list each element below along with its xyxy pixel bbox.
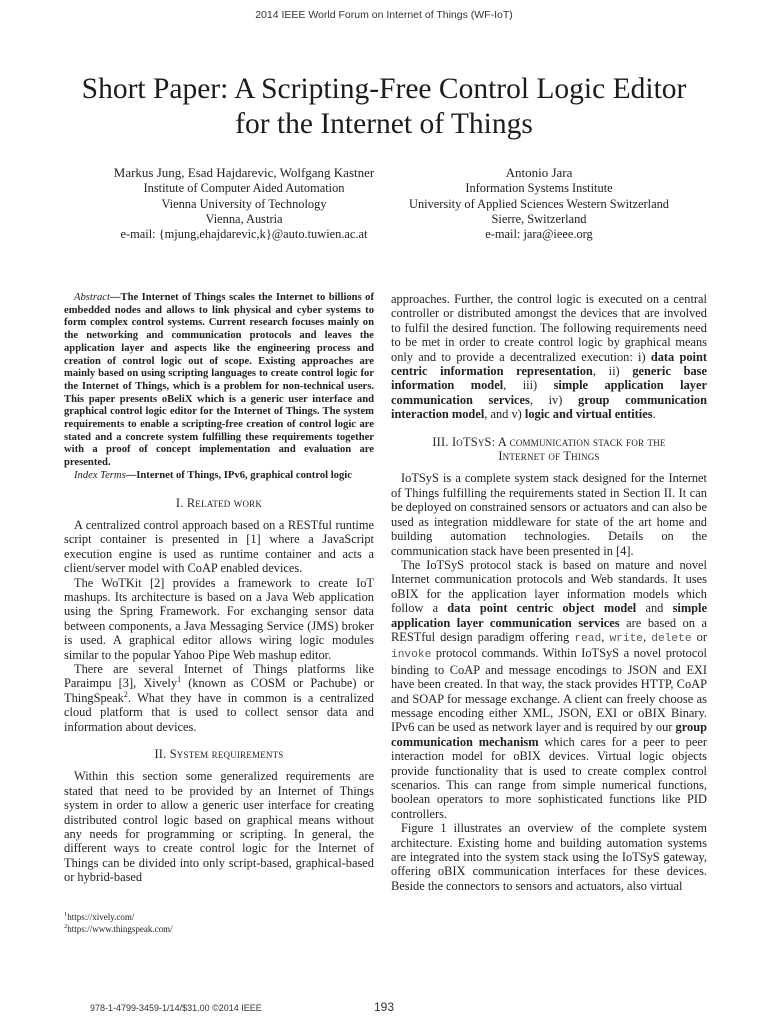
abstract-label: Abstract: [74, 292, 110, 303]
requirement: simple application layer communication services: [391, 378, 707, 407]
footnote-marker: 2: [123, 689, 128, 699]
text-span: or: [691, 629, 707, 644]
paragraph: A centralized control approach based on a RESTful runtime script container is presented in [1] where a JavaScript execution engine is used as runtime container and acts a client/server model with CoAP enabled devices.: [64, 517, 374, 576]
text-span: , ii): [592, 364, 633, 379]
code-delete: delete: [651, 632, 692, 645]
left-column: [64, 292, 374, 885]
author-location: Vienna, Austria: [205, 211, 283, 226]
text-span: and: [636, 601, 673, 616]
abstract: [64, 292, 374, 483]
text-span: ,: [601, 629, 610, 644]
author-block-2: [395, 165, 683, 242]
paragraph: [391, 558, 707, 821]
isbn-footer: 978-1-4799-3459-1/14/$31.00 ©2014 IEEE: [90, 1003, 262, 1013]
author-block-1: [70, 165, 418, 242]
section-heading: [64, 747, 374, 761]
author-names: Antonio Jara: [505, 165, 573, 180]
conference-header: 2014 IEEE World Forum on Internet of Things (WF-IoT): [255, 9, 513, 21]
text-span: There are several Internet of Things platforms like Paraimpu [3], Xively: [64, 662, 374, 691]
abstract-text: —The Internet of Things scales the Internet to billions of embedded nodes and allows to link physical and cyber systems to form complex control systems. Current research focuses mainly on the networking and communication protocols and leaves the application layer and aspects like the engineering process and creation of control logic out of scope. Existing approaches are mainly based on using scripting languages to create control logic for the Internet of Things, which is a problem for non-technical users. This paper presents oBeliX which is a generic user interface and graphical control logic editor for the Internet of Things. The system requirements to enable a scripting-free creation of control logic are stated and a concrete system fulfilling these requirements together with a proof of concept implementation and evaluation are presented.: [64, 292, 374, 469]
footnote-link[interactable]: https://www.thingspeak.com/: [67, 923, 173, 934]
section-number: II.: [154, 747, 170, 762]
footnote: [64, 924, 374, 936]
index-terms-text: —Internet of Things, IPv6, graphical control logic: [125, 469, 352, 481]
author-affiliation: Information Systems Institute: [465, 181, 613, 196]
footnote-link[interactable]: https://xively.com/: [67, 912, 135, 922]
index-terms-label: Index Terms: [74, 469, 126, 481]
paper-title: [0, 72, 768, 142]
paragraph: Within this section some generalized requirements are stated that need to be provided by an Internet of Things system in order to allow a generic user interface for creating distributed control logic based on graphical means without any needs for programming or scripting. In general, the different ways to create control logic for the Internet of Things can be divided into only script-based, graphical-based or hybrid-based: [64, 769, 374, 885]
author-email: e-mail: jara@ieee.org: [485, 227, 593, 242]
code-read: read: [574, 632, 602, 645]
section-title: System requirements: [169, 747, 284, 762]
author-email: e-mail: {mjung,ehajdarevic,k}@auto.tuwien.ac.at: [120, 227, 368, 242]
paragraph: IoTSyS is a complete system stack designed for the Internet of Things fulfilling the requirements stated in Section II. It can be deployed on constrained sensors or actuators and can also be used as integration middleware for state of the art home and building automation technologies. Details on the communication stack have been presented in [4].: [391, 471, 707, 558]
right-column: [391, 292, 707, 893]
text-span: ,: [643, 629, 652, 644]
section-title: Related work: [186, 495, 263, 510]
section-title: IoTSyS: A communication stack for the: [451, 434, 666, 449]
paragraph: The WoTKit [2] provides a framework to create IoT mashups. Its architecture is based on a Java Web application using the Spring Framework. For exchanging sensor data between components, a Java Messaging Service (JMS) broker is used. A graphical editor allows wiring logic modules similar to the popular Yahoo Pipe Web mashup editor.: [64, 575, 374, 662]
text-span: protocol commands. Within IoTSyS a novel protocol binding to CoAP and message encodings to JSON and EXI have been created. In that way, the stack provides HTTP, CoAP and SOAP for message exchange. A client can freely choose as message encoding either XML, JSON, EXI or oBIX Binary. IPv6 can be used as network layer and is required by our: [391, 646, 707, 735]
paragraph: [391, 292, 707, 422]
title-line-2: for the Internet of Things: [235, 108, 533, 140]
requirement: group communication interaction model: [391, 392, 708, 422]
text-span: (known as COSM or Pachube) or ThingSpeak: [64, 676, 374, 705]
text-span: approaches. Further, the control logic is executed on a central controller or distributed amongst the devices that are involved to fulfil the desired function. The following requirements need to be met in order to create control logic by graphical means only and to provide a decentralized execution: i): [391, 292, 707, 364]
author-names: Markus Jung, Esad Hajdarevic, Wolfgang Kastner: [113, 165, 375, 180]
page-number: 193: [373, 1000, 395, 1014]
requirement: generic base information model: [391, 364, 707, 393]
text-span: , iii): [503, 378, 554, 393]
footnote-number: 2: [64, 922, 68, 930]
paragraph: [64, 662, 374, 734]
requirement: data point centric information representation: [391, 349, 707, 379]
text-bold: group communication mechanism: [391, 720, 707, 749]
text-span: , iv): [529, 392, 578, 407]
section-number: III.: [432, 434, 452, 449]
footnote: [64, 912, 374, 924]
section-heading: [391, 435, 707, 464]
author-university: Vienna University of Technology: [161, 196, 327, 211]
code-invoke: invoke: [391, 649, 432, 662]
author-university: University of Applied Sciences Western Switzerland: [409, 196, 669, 211]
section-heading: [64, 496, 374, 510]
text-span: .: [652, 407, 656, 422]
text-bold: data point centric object model: [447, 601, 637, 616]
footnote-number: 1: [64, 911, 68, 918]
author-affiliation: Institute of Computer Aided Automation: [143, 181, 345, 196]
code-write: write: [609, 632, 644, 645]
requirement: logic and virtual entities: [524, 407, 653, 422]
footnotes: [64, 912, 374, 935]
text-span: The IoTSyS protocol stack is based on mature and novel Internet communication protocols and Web standards. It uses oBIX for the application layer information models which follow a: [391, 557, 707, 616]
text-span: which cares for a peer to peer interaction model for oBIX devices. Virtual logic objects provide functionality that is used to create complex control scenarios. This can range from simple numerical functions, boolean operators to more sophisticated functions like PID controllers.: [391, 734, 707, 821]
footnote-marker: 1: [177, 675, 182, 685]
title-line-1: Short Paper: A Scripting-Free Control Logic Editor: [81, 73, 687, 105]
text-span: . What they have in common is a centralized cloud platform that is used to collect sensor data and information about devices.: [64, 690, 374, 734]
text-span: , and v): [484, 407, 525, 422]
text-span: are based on a RESTful design paradigm offering: [391, 615, 707, 644]
paragraph: Figure 1 illustrates an overview of the complete system architecture. Existing home and building automation systems are integrated into the system stack using the IoTSyS gateway, offering oBIX communication interfaces for these devices. Beside the connectors to sensors and actuators, also virtual: [391, 821, 707, 893]
author-location: Sierre, Switzerland: [491, 211, 587, 226]
section-title-line-2: Internet of Things: [498, 449, 600, 464]
text-bold: simple application layer communication services: [391, 601, 707, 630]
section-number: I.: [175, 495, 187, 510]
